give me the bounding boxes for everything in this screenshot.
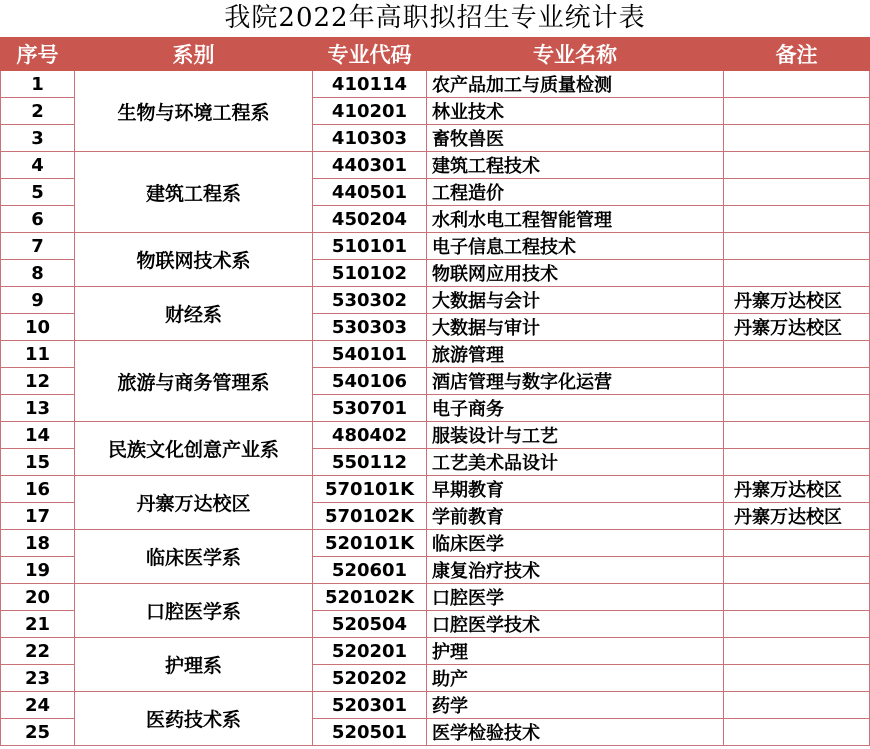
- major-code: 410114: [313, 71, 427, 98]
- row-index: 13: [1, 395, 75, 422]
- department-name: 医药技术系: [75, 692, 313, 746]
- major-code: 520504: [313, 611, 427, 638]
- major-name: 医学检验技术: [427, 719, 724, 746]
- row-index: 17: [1, 503, 75, 530]
- row-note: [724, 557, 870, 584]
- row-note: [724, 152, 870, 179]
- row-note: [724, 395, 870, 422]
- row-note: [724, 638, 870, 665]
- major-code: 520301: [313, 692, 427, 719]
- table-row: [1, 638, 870, 665]
- row-note: [724, 611, 870, 638]
- major-name: 康复治疗技术: [427, 557, 724, 584]
- row-index: 9: [1, 287, 75, 314]
- table-row: [1, 692, 870, 719]
- row-index: 23: [1, 665, 75, 692]
- header-department: 系别: [75, 38, 313, 71]
- major-code: 550112: [313, 449, 427, 476]
- major-code: 570101K: [313, 476, 427, 503]
- major-name: 临床医学: [427, 530, 724, 557]
- row-note: 丹寨万达校区: [724, 314, 870, 341]
- major-code: 520501: [313, 719, 427, 746]
- table-body: [1, 71, 870, 746]
- header-major-code: 专业代码: [313, 38, 427, 71]
- row-note: [724, 665, 870, 692]
- major-name: 工程造价: [427, 179, 724, 206]
- row-index: 8: [1, 260, 75, 287]
- major-name: 工艺美术品设计: [427, 449, 724, 476]
- major-code: 520201: [313, 638, 427, 665]
- major-name: 大数据与审计: [427, 314, 724, 341]
- row-index: 18: [1, 530, 75, 557]
- major-name: 畜牧兽医: [427, 125, 724, 152]
- major-name: 口腔医学技术: [427, 611, 724, 638]
- major-code: 520202: [313, 665, 427, 692]
- header-note: 备注: [724, 38, 870, 71]
- row-note: [724, 125, 870, 152]
- major-code: 480402: [313, 422, 427, 449]
- row-note: [724, 422, 870, 449]
- row-note: [724, 71, 870, 98]
- major-code: 440301: [313, 152, 427, 179]
- row-note: 丹寨万达校区: [724, 503, 870, 530]
- major-code: 540106: [313, 368, 427, 395]
- row-note: [724, 692, 870, 719]
- row-index: 1: [1, 71, 75, 98]
- major-name: 农产品加工与质量检测: [427, 71, 724, 98]
- department-name: 建筑工程系: [75, 152, 313, 233]
- department-name: 护理系: [75, 638, 313, 692]
- row-index: 7: [1, 233, 75, 260]
- row-note: [724, 368, 870, 395]
- department-name: 丹寨万达校区: [75, 476, 313, 530]
- row-index: 12: [1, 368, 75, 395]
- table-row: [1, 287, 870, 314]
- major-code: 510102: [313, 260, 427, 287]
- table-row: [1, 530, 870, 557]
- department-name: 财经系: [75, 287, 313, 341]
- major-name: 物联网应用技术: [427, 260, 724, 287]
- major-code: 410201: [313, 98, 427, 125]
- major-code: 410303: [313, 125, 427, 152]
- major-code: 530303: [313, 314, 427, 341]
- major-code: 450204: [313, 206, 427, 233]
- row-note: [724, 98, 870, 125]
- major-name: 林业技术: [427, 98, 724, 125]
- row-index: 6: [1, 206, 75, 233]
- major-name: 口腔医学: [427, 584, 724, 611]
- department-name: 生物与环境工程系: [75, 71, 313, 152]
- row-index: 2: [1, 98, 75, 125]
- major-name: 助产: [427, 665, 724, 692]
- department-name: 旅游与商务管理系: [75, 341, 313, 422]
- row-note: [724, 584, 870, 611]
- row-index: 20: [1, 584, 75, 611]
- major-name: 大数据与会计: [427, 287, 724, 314]
- row-note: [724, 206, 870, 233]
- row-index: 11: [1, 341, 75, 368]
- major-name: 服装设计与工艺: [427, 422, 724, 449]
- department-name: 民族文化创意产业系: [75, 422, 313, 476]
- table-row: [1, 341, 870, 368]
- major-name: 护理: [427, 638, 724, 665]
- department-name: 临床医学系: [75, 530, 313, 584]
- major-name: 酒店管理与数字化运营: [427, 368, 724, 395]
- major-code: 530302: [313, 287, 427, 314]
- row-index: 25: [1, 719, 75, 746]
- major-name: 早期教育: [427, 476, 724, 503]
- row-note: 丹寨万达校区: [724, 287, 870, 314]
- major-name: 药学: [427, 692, 724, 719]
- row-index: 14: [1, 422, 75, 449]
- table-header-row: [1, 38, 870, 71]
- row-note: [724, 530, 870, 557]
- major-code: 570102K: [313, 503, 427, 530]
- row-note: [724, 341, 870, 368]
- major-name: 水利水电工程智能管理: [427, 206, 724, 233]
- major-name: 电子信息工程技术: [427, 233, 724, 260]
- table-row: [1, 584, 870, 611]
- table-row: [1, 152, 870, 179]
- major-code: 520101K: [313, 530, 427, 557]
- row-index: 4: [1, 152, 75, 179]
- header-major-name: 专业名称: [427, 38, 724, 71]
- row-index: 3: [1, 125, 75, 152]
- major-code: 530701: [313, 395, 427, 422]
- major-name: 建筑工程技术: [427, 152, 724, 179]
- row-index: 16: [1, 476, 75, 503]
- major-name: 电子商务: [427, 395, 724, 422]
- row-index: 15: [1, 449, 75, 476]
- row-index: 5: [1, 179, 75, 206]
- table-row: [1, 71, 870, 98]
- header-index: 序号: [1, 38, 75, 71]
- major-code: 510101: [313, 233, 427, 260]
- major-code: 520102K: [313, 584, 427, 611]
- major-code: 520601: [313, 557, 427, 584]
- major-code: 540101: [313, 341, 427, 368]
- row-note: [724, 179, 870, 206]
- row-note: [724, 719, 870, 746]
- department-name: 口腔医学系: [75, 584, 313, 638]
- row-note: 丹寨万达校区: [724, 476, 870, 503]
- major-code: 440501: [313, 179, 427, 206]
- major-name: 学前教育: [427, 503, 724, 530]
- row-index: 19: [1, 557, 75, 584]
- row-note: [724, 260, 870, 287]
- major-table: [0, 37, 870, 746]
- table-row: [1, 422, 870, 449]
- table-row: [1, 233, 870, 260]
- row-index: 22: [1, 638, 75, 665]
- row-note: [724, 233, 870, 260]
- row-index: 24: [1, 692, 75, 719]
- row-index: 21: [1, 611, 75, 638]
- page-title: 我院2022年高职拟招生专业统计表: [224, 3, 646, 33]
- table-row: [1, 476, 870, 503]
- row-index: 10: [1, 314, 75, 341]
- major-name: 旅游管理: [427, 341, 724, 368]
- department-name: 物联网技术系: [75, 233, 313, 287]
- row-note: [724, 449, 870, 476]
